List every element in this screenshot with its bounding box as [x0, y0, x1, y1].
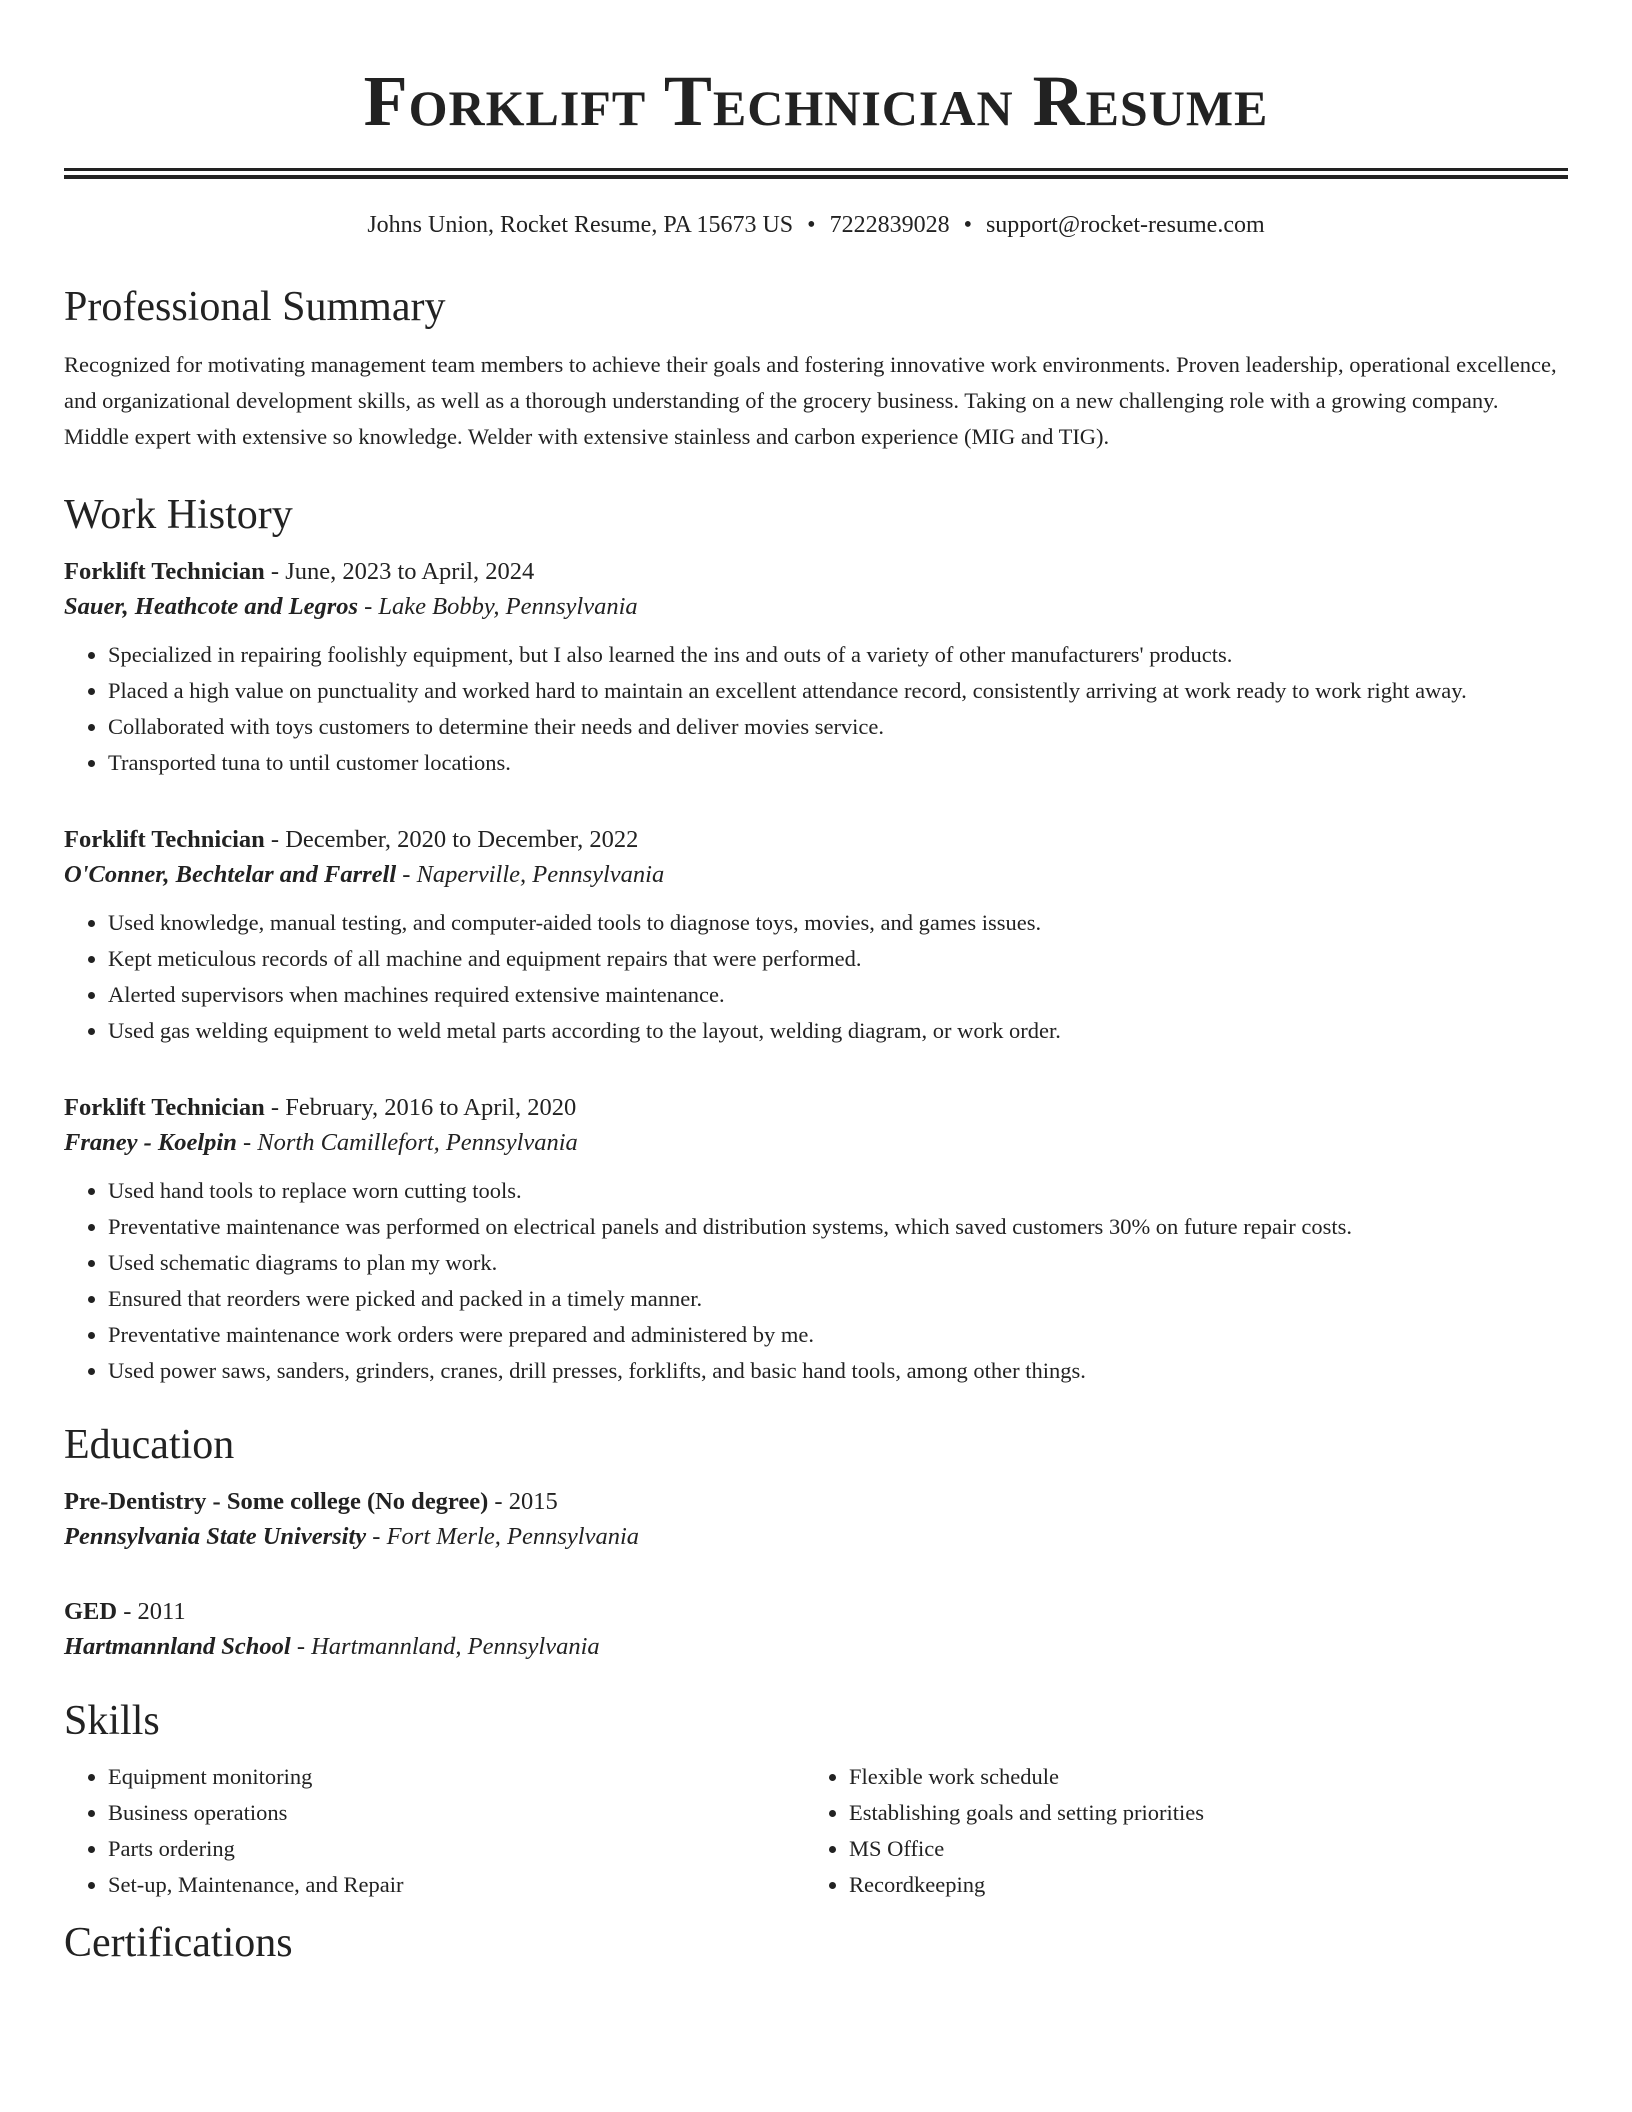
- job-title-line: [64, 555, 1568, 589]
- school-line: [64, 1629, 1568, 1665]
- job-title: Forklift Technician: [64, 1094, 265, 1121]
- job-dates: - February, 2016 to April, 2020: [264, 1094, 577, 1121]
- education-heading: Education: [64, 1422, 235, 1468]
- degree-line: [64, 1595, 1568, 1629]
- contact-separator: •: [807, 212, 816, 238]
- contact-address: Johns Union, Rocket Resume, PA 15673 US: [367, 212, 794, 238]
- skill-item: • Establishing goals and setting priorities: [849, 1795, 1546, 1831]
- job-bullet: • Preventative maintenance work orders were prepared and administered by me.: [108, 1317, 1568, 1353]
- job-dates: - December, 2020 to December, 2022: [264, 826, 639, 853]
- company-location: - Lake Bobby, Pennsylvania: [358, 593, 638, 620]
- school-location: - Fort Merle, Pennsylvania: [366, 1523, 639, 1550]
- job-bullet: • Ensured that reorders were picked and packed in a timely manner.: [108, 1281, 1568, 1317]
- company-location: - Naperville, Pennsylvania: [396, 861, 665, 888]
- job-bullet: • Used schematic diagrams to plan my work.: [108, 1245, 1568, 1281]
- company-name: Sauer, Heathcote and Legros: [64, 593, 359, 620]
- education-entry: [64, 1485, 1568, 1555]
- company-name: O'Conner, Bechtelar and Farrell: [64, 861, 397, 888]
- degree-line: [64, 1485, 1568, 1519]
- skill-item: • Parts ordering: [108, 1831, 805, 1867]
- job-entry: [64, 1091, 1568, 1389]
- job-entry: [64, 555, 1568, 781]
- contact-line: [64, 209, 1568, 241]
- job-bullet: • Transported tuna to until customer locations.: [108, 745, 1568, 781]
- job-bullets: [64, 1173, 1568, 1389]
- summary-text: Recognized for motivating management team members to achieve their goals and fostering innovative work environments. Proven leadership, operational excellence, and organizational development skills, as well as a thorough understanding of the grocery business. Taking on a new challenging role with a growing company. Middle expert with extensive so knowledge. Welder with extensive stainless and carbon experience (MIG and TIG).: [64, 352, 1557, 449]
- skill-item: • Business operations: [108, 1795, 805, 1831]
- skills-grid: [64, 1759, 1568, 1903]
- contact-phone: 7222839028: [829, 212, 950, 238]
- company-name: Franey - Koelpin: [64, 1129, 237, 1156]
- contact-separator: •: [963, 212, 972, 238]
- job-title: Forklift Technician: [64, 558, 265, 585]
- skills-heading: Skills: [64, 1698, 160, 1744]
- skill-item: • Recordkeeping: [849, 1867, 1546, 1903]
- job-bullets: [64, 905, 1568, 1049]
- job-title-line: [64, 1091, 1568, 1125]
- skill-item: • Set-up, Maintenance, and Repair: [108, 1867, 805, 1903]
- job-bullet: • Used power saws, sanders, grinders, cranes, drill presses, forklifts, and basic hand tools, among other things.: [108, 1353, 1568, 1389]
- job-bullet: • Placed a high value on punctuality and worked hard to maintain an excellent attendance record, consistently arriving at work ready to work right away.: [108, 673, 1568, 709]
- job-entry: [64, 823, 1568, 1049]
- job-bullet: • Preventative maintenance was performed on electrical panels and distribution systems, which saved customers 30% on future repair costs.: [108, 1209, 1568, 1245]
- job-dates: - June, 2023 to April, 2024: [264, 558, 535, 585]
- skill-item: • Equipment monitoring: [108, 1759, 805, 1795]
- job-bullet: • Alerted supervisors when machines required extensive maintenance.: [108, 977, 1568, 1013]
- skills-column-right: [805, 1759, 1546, 1903]
- job-bullet: • Kept meticulous records of all machine and equipment repairs that were performed.: [108, 941, 1568, 977]
- job-bullet: • Used hand tools to replace worn cutting tools.: [108, 1173, 1568, 1209]
- skills-list: [64, 1759, 805, 1903]
- company-line: [64, 857, 1568, 893]
- company-location: - North Camillefort, Pennsylvania: [236, 1129, 578, 1156]
- job-bullet: • Specialized in repairing foolishly equipment, but I also learned the ins and outs of a variety of other manufacturers' products.: [108, 637, 1568, 673]
- education-entry: [64, 1595, 1568, 1665]
- degree-name: GED: [64, 1598, 118, 1625]
- job-bullet: • Collaborated with toys customers to determine their needs and deliver movies service.: [108, 709, 1568, 745]
- title-divider: [64, 168, 1568, 179]
- company-line: [64, 1125, 1568, 1161]
- job-title-line: [64, 823, 1568, 857]
- school-name: Hartmannland School: [64, 1633, 291, 1660]
- page-title: Forklift Technician Resume: [363, 61, 1269, 141]
- job-title: Forklift Technician: [64, 826, 265, 853]
- school-name: Pennsylvania State University: [64, 1523, 367, 1550]
- skill-item: • Flexible work schedule: [849, 1759, 1546, 1795]
- job-bullet: • Used knowledge, manual testing, and computer-aided tools to diagnose toys, movies, and games issues.: [108, 905, 1568, 941]
- degree-year: - 2015: [488, 1488, 558, 1515]
- degree-name: Pre-Dentistry - Some college (No degree): [64, 1488, 489, 1515]
- summary-heading: Professional Summary: [64, 284, 446, 330]
- contact-email: support@rocket-resume.com: [985, 212, 1265, 238]
- job-bullet: • Used gas welding equipment to weld metal parts according to the layout, welding diagram, or work order.: [108, 1013, 1568, 1049]
- work-history-heading: Work History: [64, 492, 293, 538]
- school-location: - Hartmannland, Pennsylvania: [290, 1633, 600, 1660]
- skills-list: [805, 1759, 1546, 1903]
- skills-column-left: [64, 1759, 805, 1903]
- school-line: [64, 1519, 1568, 1555]
- job-bullets: [64, 637, 1568, 781]
- skill-item: • MS Office: [849, 1831, 1546, 1867]
- company-line: [64, 589, 1568, 625]
- certifications-heading: Certifications: [64, 1920, 293, 1966]
- degree-year: - 2011: [117, 1598, 186, 1625]
